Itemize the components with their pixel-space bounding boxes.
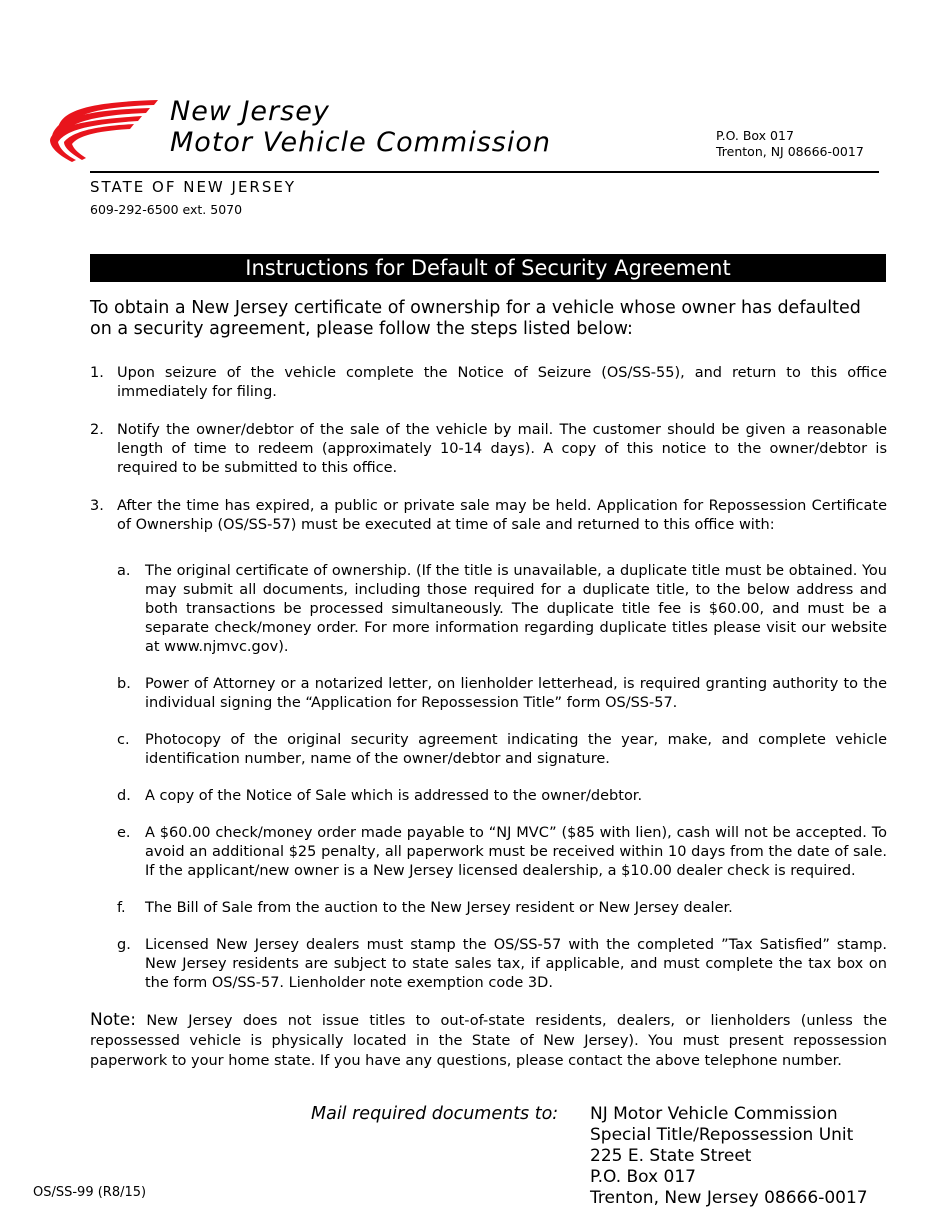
sub-item xyxy=(117,936,887,993)
mail-address-line: P.O. Box 017 xyxy=(590,1167,696,1187)
step-label: 2. xyxy=(90,422,104,438)
note-label: Note: xyxy=(90,1010,136,1030)
step-item xyxy=(90,421,887,478)
step-label: 1. xyxy=(90,365,104,381)
header-address xyxy=(716,128,864,160)
sub-item-label: b. xyxy=(117,676,131,692)
mail-address xyxy=(590,1104,868,1209)
mail-address-line: Trenton, New Jersey 08666-0017 xyxy=(590,1188,868,1208)
sub-item-text: A copy of the Notice of Sale which is addressed to the owner/debtor. xyxy=(145,788,643,804)
note-paragraph xyxy=(90,1010,887,1071)
step-item xyxy=(90,364,887,402)
sub-item-label: c. xyxy=(117,732,130,748)
step-text: After the time has expired, a public or private sale may be held. Application for Repossession Certificate of Ownership (OS/SS-57) must be executed at time of sale and returned to this office with: xyxy=(117,498,887,533)
sub-item-text: Power of Attorney or a notarized letter, on lienholder letterhead, is required granting authority to the individual signing the “Application for Repossession Title” form OS/SS-57. xyxy=(145,676,887,711)
mail-address-line: 225 E. State Street xyxy=(590,1146,752,1166)
sub-item xyxy=(117,787,887,806)
page-title: Instructions for Default of Security Agreement xyxy=(90,254,886,282)
sub-item-text: The original certificate of ownership. (If the title is unavailable, a duplicate title must be obtained. You may submit all documents, including those required for a duplicate title, to the below address and both transactions be processed simultaneously. The duplicate title fee is $60.00, and must be a separate check/money order. For more information regarding duplicate titles please visit our website at www.njmvc.gov). xyxy=(145,563,887,655)
step-item xyxy=(90,497,887,535)
phone-number: 609-292-6500 ext. 5070 xyxy=(90,202,243,217)
sub-item-label: f. xyxy=(117,900,126,916)
sub-item xyxy=(117,562,887,657)
sub-item xyxy=(117,675,887,713)
header-address-line1: P.O. Box 017 xyxy=(716,128,794,143)
mail-address-line: NJ Motor Vehicle Commission xyxy=(590,1104,838,1124)
step-label: 3. xyxy=(90,498,104,514)
org-name-line2: Motor Vehicle Commission xyxy=(170,127,551,158)
step-text: Notify the owner/debtor of the sale of the vehicle by mail. The customer should be given a reasonable length of time to redeem (approximately 10-14 days). A copy of this notice to the owner/debtor is required to be submitted to this office. xyxy=(117,422,887,476)
note-text: New Jersey does not issue titles to out-of-state residents, dealers, or lienholders (unless the repossessed vehicle is physically located in the State of New Jersey). You must present repossession paperwork to your home state. If you have any questions, please contact the above telephone number. xyxy=(90,1013,887,1069)
sub-item xyxy=(117,731,887,769)
form-number: OS/SS-99 (R8/15) xyxy=(33,1185,147,1200)
njmvc-logo-icon xyxy=(50,98,160,164)
sub-item-text: Photocopy of the original security agreement indicating the year, make, and complete vehicle identification number, name of the owner/debtor and signature. xyxy=(145,732,887,767)
mail-address-line: Special Title/Repossession Unit xyxy=(590,1125,854,1145)
org-name-line1: New Jersey xyxy=(170,96,330,127)
sub-item-label: d. xyxy=(117,788,131,804)
sub-item-label: g. xyxy=(117,937,131,953)
step-text: Upon seizure of the vehicle complete the Notice of Seizure (OS/SS-55), and return to this office immediately for filing. xyxy=(117,365,887,400)
state-name: STATE OF NEW JERSEY xyxy=(90,178,297,196)
header-address-line2: Trenton, NJ 08666-0017 xyxy=(716,144,864,159)
sub-item-label: a. xyxy=(117,563,131,579)
mail-label: Mail required documents to: xyxy=(311,1104,559,1124)
sub-item-label: e. xyxy=(117,825,131,841)
header-divider xyxy=(90,171,879,173)
sub-item-text: The Bill of Sale from the auction to the New Jersey resident or New Jersey dealer. xyxy=(145,900,733,916)
sub-item-text: A $60.00 check/money order made payable to “NJ MVC” ($85 with lien), cash will not be accepted. To avoid an additional $25 penalty, all paperwork must be received within 10 days from the date of sale. If the applicant/new owner is a New Jersey licensed dealership, a $10.00 dealer check is required. xyxy=(145,825,887,879)
sub-item-text: Licensed New Jersey dealers must stamp the OS/SS-57 with the completed ”Tax Satisfied” stamp. New Jersey residents are subject to state sales tax, if applicable, and must complete the tax box on the form OS/SS-57. Lienholder note exemption code 3D. xyxy=(145,937,887,991)
sub-item xyxy=(117,824,887,881)
sub-item xyxy=(117,899,887,918)
intro-paragraph: To obtain a New Jersey certificate of ownership for a vehicle whose owner has defaulted on a security agreement, please follow the steps listed below: xyxy=(90,298,861,339)
